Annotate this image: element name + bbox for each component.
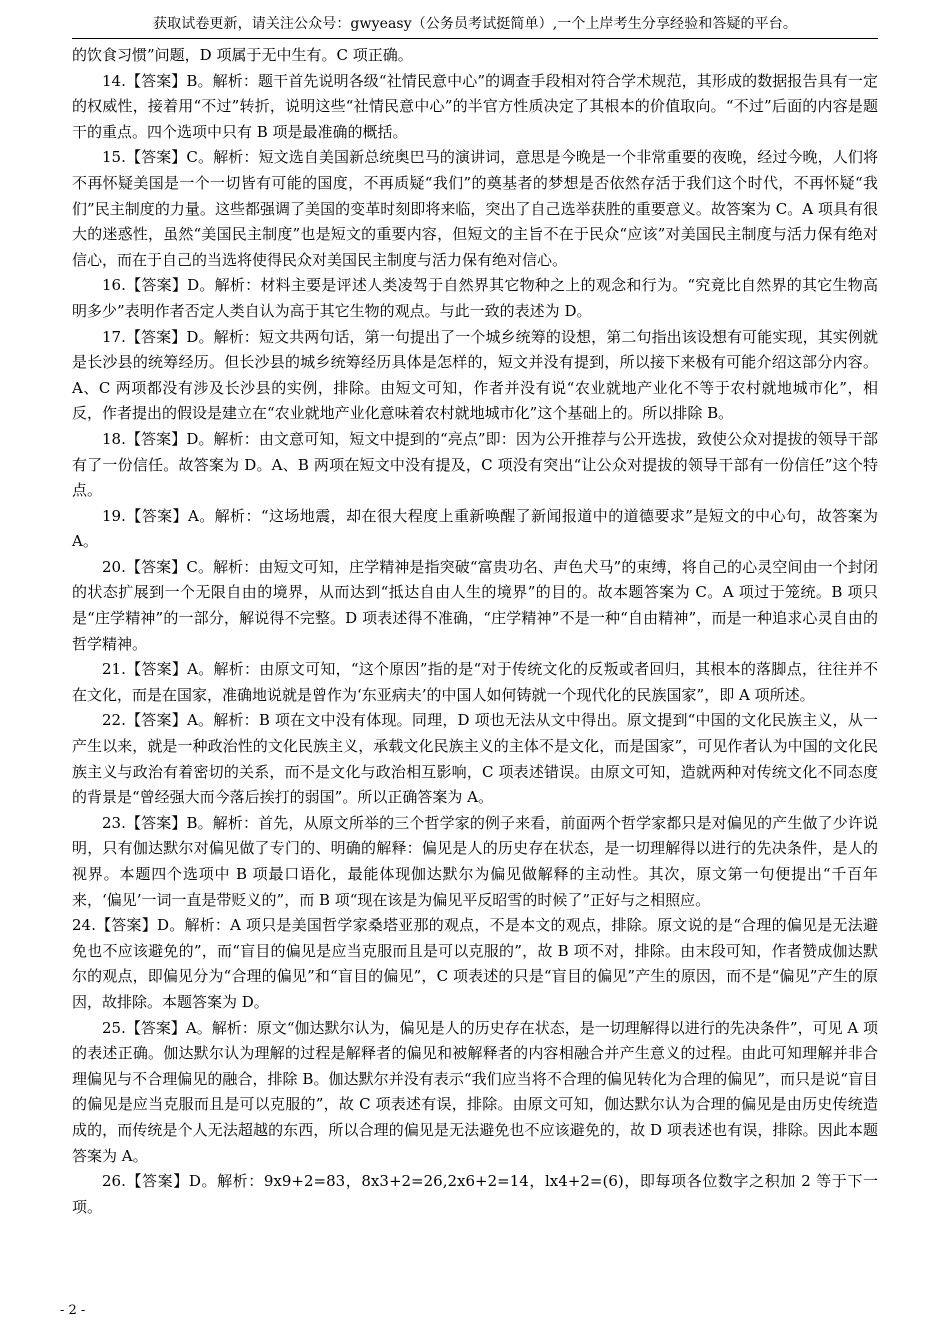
page-header: 获取试卷更新，请关注公众号：gwyeasy（公务员考试挺简单）,一个上岸考生分享经验和答疑的平台。 bbox=[153, 16, 797, 32]
paragraph-13-tail: 的饮食习惯”问题，D 项属于无中生有。C 项正确。 bbox=[72, 46, 413, 64]
answer-20: 20.【答案】C。解析：由短文可知，庄学精神是指突破“富贵功名、声色犬马”的束缚，将自己的心灵空间由一个封闭的状态扩展到一个无限自由的境界，从而达到“抵达自由人生的境界”的目的。故本题答案为 C。A 项过于笼统。B 项只是“庄学精神”的一部分，解说得不完整。D 项表述得不准确，“庄学精神”不是一种“自由精神”，而是一种追求心灵自由的哲学精神。 bbox=[72, 557, 878, 653]
page-number: - 2 - bbox=[60, 1303, 86, 1318]
answer-18: 18.【答案】D。解析：由文意可知，短文中提到的“亮点”即：因为公开推荐与公开选拔，致使公众对提拔的领导干部有了一份信任。故答案为 D。A、B 两项在短文中没有提及，C 项没有突出“让公众对提拔的领导干部有一份信任”这个特点。 bbox=[72, 429, 878, 500]
header-divider bbox=[72, 38, 878, 39]
answer-22: 22.【答案】A。解析：B 项在文中没有体现。同理，D 项也无法从文中得出。原文提到“中国的文化民族主义，从一产生以来，就是一种政治性的文化民族主义，承载文化民族主义的主体不是文化，而是国家”，可见作者认为中国的文化民族主义与政治有着密切的关系，而不是文化与政治相互影响，C 项表述错误。由原文可知，造就两种对传统文化不同态度的背景是“曾经强大而今落后挨打的弱国”。所以正确答案为 A。 bbox=[72, 711, 878, 807]
answer-16: 16.【答案】D。解析：材料主要是评述人类凌驾于自然界其它物种之上的观念和行为。“究竟比自然界的其它生物高明多少”表明作者否定人类自认为高于其它生物的观点。与此一致的表述为 D。 bbox=[72, 276, 878, 320]
answer-19: 19.【答案】A。解析：“这场地震，却在很大程度上重新唤醒了新闻报道中的道德要求”是短文的中心句，故答案为 A。 bbox=[72, 506, 878, 551]
answer-24: 24.【答案】D。解析：A 项只是美国哲学家桑塔亚那的观点，不是本文的观点，排除。原文说的是“合理的偏见是无法避免也不应该避免的”，而“盲目的偏见是应当克服而且是可以克服的”，故 B 项不对，排除。由末段可知，作者赞成伽达默尔的观点，即偏见分为“合理的偏见”和“盲目的偏见”，C 项表述的只是“盲目的偏见”产生的原因，而不是“偏见”产生的原因，故排除。本题答案为 D。 bbox=[72, 916, 878, 1011]
answer-26: 26.【答案】D。解析：9x9+2=83，8x3+2=26,2x6+2=14，lx4+2=(6)，即每项各位数字之积加 2 等于下一项。 bbox=[72, 1172, 878, 1216]
answer-15: 15.【答案】C。解析：短文选自美国新总统奥巴马的演讲词，意思是今晚是一个非常重要的夜晚，经过今晚，人们将不再怀疑美国是一个一切皆有可能的国度，不再质疑“我们”的奠基者的梦想是否依然存活于我们这个时代，不再怀疑“我们”民主制度的力量。这些都强调了美国的变革时刻即将来临，突出了自己选举获胜的重要意义。故答案为 C。A 项具有很大的迷惑性，虽然“美国民主制度”也是短文的重要内容，但短文的主旨不在于民众“应该”对美国民主制度与活力保有绝对信心，而在于自己的当选将使得民众对美国民主制度与活力保有绝对信心。 bbox=[72, 148, 878, 269]
answer-25: 25.【答案】A。解析：原文“伽达默尔认为，偏见是人的历史存在状态，是一切理解得以进行的先决条件”，可见 A 项的表述正确。伽达默尔认为理解的过程是解释者的偏见和被解释者的内容相融合并产生意义的过程。由此可知理解并非合理偏见与不合理偏见的融合，排除 B。伽达默尔并没有表示“我们应当将不合理的偏见转化为合理的偏见”，而只是说“盲目的偏见是应当克服而且是可以克服的”，故 C 项表述有误，排除。由原文可知，伽达默尔认为合理的偏见是由历史传统造成的，而传统是个人无法超越的东西，所以合理的偏见是无法避免也不应该避免的，故 D 项表述也有误，排除。因此本题答案为 A。 bbox=[72, 1018, 878, 1165]
answer-23: 23.【答案】B。解析：首先，从原文所举的三个哲学家的例子来看，前面两个哲学家都只是对偏见的产生做了少许说明，只有伽达默尔对偏见做了专门的、明确的解释：偏见是人的历史存在状态，是一切理解得以进行的先决条件，是人的视界。本题四个选项中 B 项最口语化，最能体现伽达默尔为偏见做解释的主动性。其次，原文第一句便提出“千百年来，‘偏见’一词一直是带贬义的”，而 B 项“现在该是为偏见平反昭雪的时候了”正好与之相照应。 bbox=[72, 813, 878, 909]
answer-14: 14.【答案】B。解析：题干首先说明各级“社情民意中心”的调查手段相对符合学术规范，其形成的数据报告具有一定的权威性，接着用“不过”转折，说明这些“社情民意中心”的半官方性质决定了其根本的价值取向。“不过”后面的内容是题干的重点。四个选项中只有 B 项是最准确的概括。 bbox=[72, 71, 878, 141]
answer-explanations bbox=[72, 43, 878, 1220]
answer-17: 17.【答案】D。解析：短文共两句话，第一句提出了一个城乡统筹的设想，第二句指出该设想有可能实现，其实例就是长沙县的统筹经历。但长沙县的城乡统筹经历具体是怎样的，短文并没有提到，所以接下来极有可能介绍这部分内容。A、C 两项都没有涉及长沙县的实例，排除。由短文可知，作者并没有说“农业就地产业化不等于农村就地城市化”，相反，作者提出的假设是建立在“农业就地产业化意味着农村就地城市化”这个基础上的。所以排除 B。 bbox=[72, 327, 878, 423]
answer-21: 21.【答案】A。解析：由原文可知，“这个原因”指的是“对于传统文化的反叛或者回归，其根本的落脚点，往往并不在文化，而是在国家，准确地说就是曾作为‘东亚病夫’的中国人如何铸就一个现代化的民族国家”，即 A 项所述。 bbox=[72, 660, 878, 704]
